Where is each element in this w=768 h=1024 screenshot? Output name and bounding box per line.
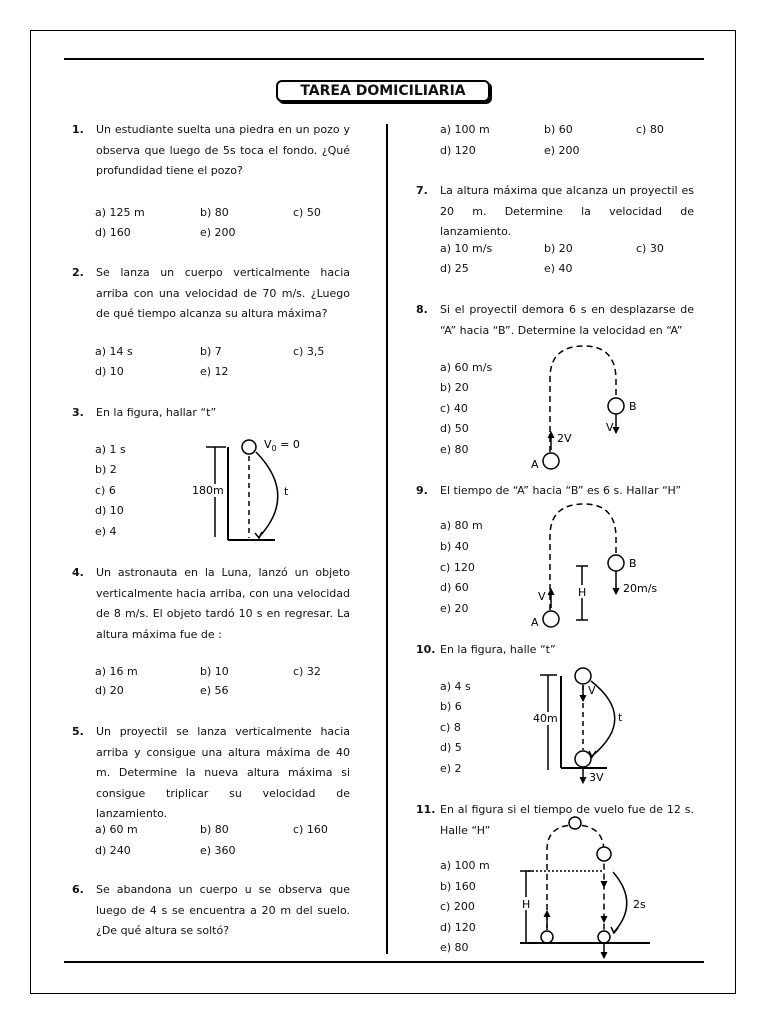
option-c: c) 50	[293, 206, 321, 219]
option-a: a) 1 s	[95, 443, 126, 456]
option-b: b) 60	[544, 123, 573, 136]
option-a: a) 60 m/s	[440, 361, 493, 374]
arrow-out-head	[601, 952, 607, 958]
arrow-down-head-2	[601, 916, 607, 922]
option-e: e) 80	[440, 443, 469, 456]
label-h: H	[522, 898, 531, 911]
option-e: e) 56	[200, 684, 229, 697]
option-e: e) 4	[95, 525, 117, 538]
option-c: c) 8	[440, 721, 461, 734]
option-b: b) 2	[95, 463, 117, 476]
option-a: a) 80 m	[440, 519, 483, 532]
label-vb: 20m/s	[623, 582, 658, 595]
option-c: c) 120	[440, 561, 475, 574]
option-a: a) 14 s	[95, 345, 133, 358]
option-e: e) 80	[440, 941, 469, 954]
page-title: TAREA DOMICILIARIA	[276, 80, 490, 102]
question-text: El tiempo de “A” hacia “B” es 6 s. Hallar “H”	[440, 484, 682, 497]
question-text: Un proyectil se lanza verticalmente hacia arriba y consigue una altura máxima de 40 m. Determine la nueva altura máxima si consigue triplicar su velocidad de lanzamiento.	[96, 725, 350, 820]
option-d: d) 50	[440, 422, 469, 435]
option-e: e) 12	[200, 365, 229, 378]
option-d: d) 10	[95, 365, 124, 378]
option-b: b) 20	[440, 381, 469, 394]
label-v: V	[538, 590, 546, 603]
option-d: d) 120	[440, 921, 476, 934]
option-d: d) 60	[440, 581, 469, 594]
ball-a-icon	[541, 931, 553, 943]
label-a: A	[531, 616, 539, 629]
question-text: Un astronauta en la Luna, lanzó un objeto verticalmente hacia arriba, con una velocidad de 8 m/s. El objeto tardó 10 s en regresar. La altura máxima fue de :	[96, 566, 350, 641]
time-arc	[613, 872, 627, 932]
option-b: b) 40	[440, 540, 469, 553]
question-text: En la figura, halle “t”	[440, 643, 556, 656]
option-d: d) 10	[95, 504, 124, 517]
time-label: t	[618, 711, 623, 724]
option-b: b) 7	[200, 345, 222, 358]
option-b: b) 160	[440, 880, 476, 893]
option-e: e) 40	[544, 262, 573, 275]
question-text: Un estudiante suelta una piedra en un pozo y observa que luego de 5s toca el fondo. ¿Qué profundidad tiene el pozo?	[96, 123, 350, 177]
option-d: d) 25	[440, 262, 469, 275]
label-v: V	[606, 421, 614, 434]
option-a: a) 4 s	[440, 680, 471, 693]
time-label: 2s	[633, 898, 646, 911]
question-number: 5.	[72, 725, 84, 738]
option-d: d) 20	[95, 684, 124, 697]
label-3v: 3V	[589, 771, 604, 784]
option-e: e) 360	[200, 844, 236, 857]
question-text: Se lanza un cuerpo verticalmente hacia arriba con una velocidad de 70 m/s. ¿Luego de qué tiempo alcanza su altura máxima?	[96, 266, 350, 320]
ball-b-icon	[598, 931, 610, 943]
option-c: c) 40	[440, 402, 468, 415]
option-c: c) 3,5	[293, 345, 325, 358]
question-number: 4.	[72, 566, 84, 579]
ball-top-icon	[569, 817, 581, 829]
question-number: 9.	[416, 484, 428, 497]
label-v: V	[588, 684, 596, 697]
question-number: 1.	[72, 123, 84, 136]
option-e: e) 200	[200, 226, 236, 239]
label-b: B	[629, 400, 637, 413]
option-d: d) 160	[95, 226, 131, 239]
option-a: a) 60 m	[95, 823, 138, 836]
option-a: a) 125 m	[95, 206, 145, 219]
question-number: 6.	[72, 883, 84, 896]
option-b: b) 6	[440, 700, 462, 713]
question-number: 7.	[416, 184, 428, 197]
option-a: a) 16 m	[95, 665, 138, 678]
option-b: b) 80	[200, 823, 229, 836]
label-h: H	[578, 586, 587, 599]
option-b: b) 80	[200, 206, 229, 219]
option-d: d) 5	[440, 741, 462, 754]
question-number: 3.	[72, 406, 84, 419]
ball-mid-icon	[597, 847, 611, 861]
option-d: d) 120	[440, 144, 476, 157]
option-e: e) 2	[440, 762, 462, 775]
option-c: c) 30	[636, 242, 664, 255]
option-a: a) 100 m	[440, 123, 490, 136]
option-c: c) 6	[95, 484, 116, 497]
option-c: c) 32	[293, 665, 321, 678]
question-text: En al figura si el tiempo de vuelo fue de 12 s. Halle “H”	[440, 803, 694, 837]
question-text: La altura máxima que alcanza un proyectil es 20 m. Determine la velocidad de lanzamiento.	[440, 184, 694, 238]
option-d: d) 240	[95, 844, 131, 857]
option-c: c) 80	[636, 123, 664, 136]
option-e: e) 200	[544, 144, 580, 157]
option-e: e) 20	[440, 602, 469, 615]
label-2v: 2V	[557, 432, 572, 445]
v0-label: $V_0 = 0$	[264, 438, 300, 453]
question-text: En la figura, hallar “t”	[96, 406, 217, 419]
question-number: 2.	[72, 266, 84, 279]
option-b: b) 10	[200, 665, 229, 678]
arrow-down-head-1	[601, 881, 607, 887]
option-c: c) 200	[440, 900, 475, 913]
label-a: A	[531, 458, 539, 471]
question-number: 8.	[416, 303, 428, 316]
question-text: Se abandona un cuerpo u se observa que luego de 4 s se encuentra a 20 m del suelo. ¿De qué altura se soltó?	[96, 883, 350, 937]
time-label: t	[284, 485, 289, 498]
height-label: 40m	[533, 712, 558, 725]
label-b: B	[629, 557, 637, 570]
trajectory-path	[547, 825, 604, 930]
question-number: 11.	[416, 803, 436, 816]
option-a: a) 10 m/s	[440, 242, 493, 255]
option-c: c) 160	[293, 823, 328, 836]
option-a: a) 100 m	[440, 859, 490, 872]
option-b: b) 20	[544, 242, 573, 255]
arrow-up-head	[544, 911, 550, 917]
question-number: 10.	[416, 643, 436, 656]
height-label: 180m	[192, 484, 224, 497]
question-text: Si el proyectil demora 6 s en desplazarse de “A” hacia “B”. Determine la velocidad en “A”	[440, 303, 694, 337]
